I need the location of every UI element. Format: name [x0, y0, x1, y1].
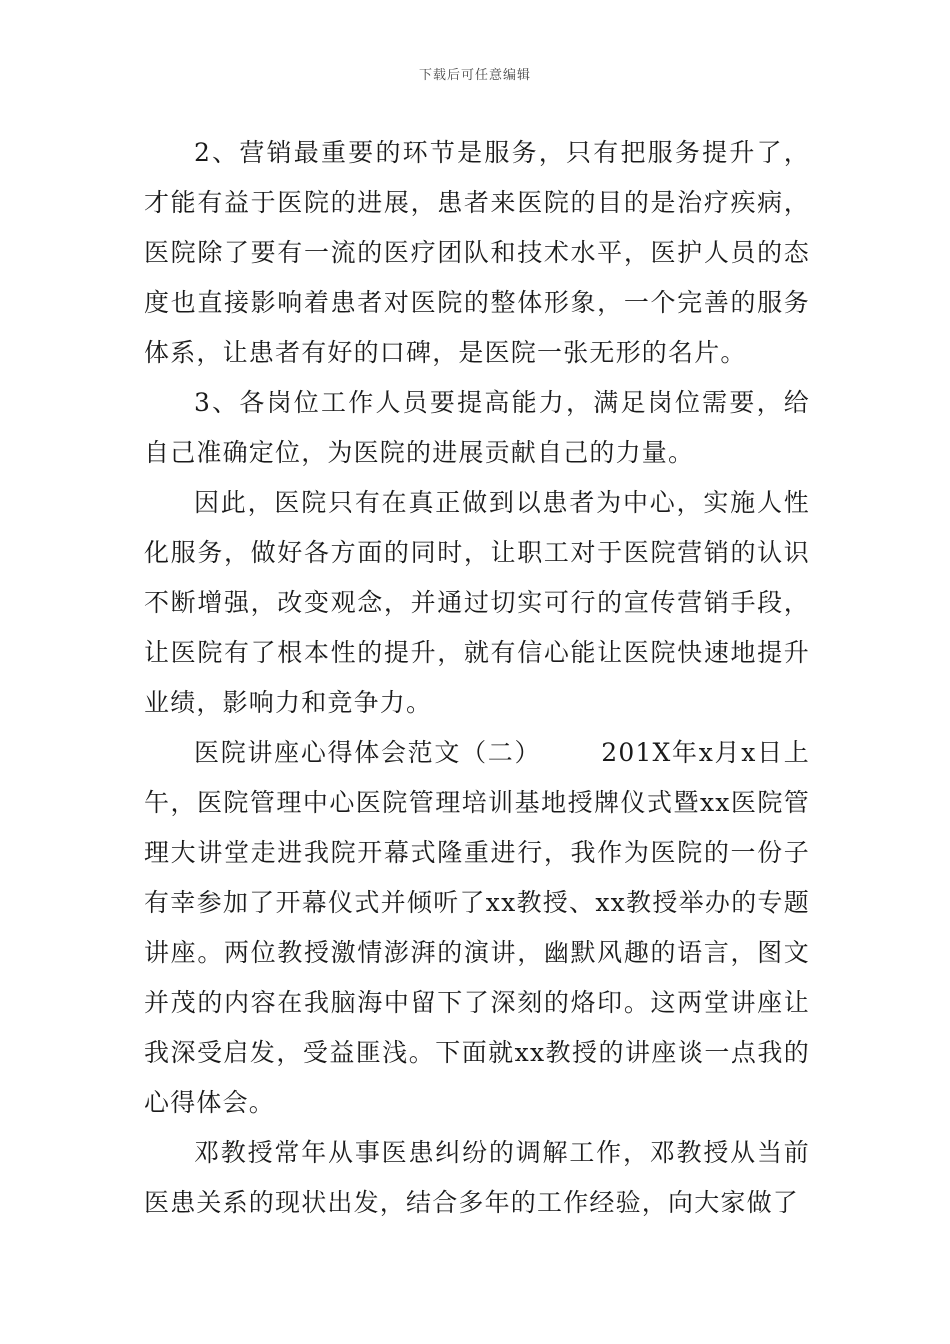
- document-body: [144, 128, 810, 1228]
- paragraph-service: 2、营销最重要的环节是服务，只有把服务提升了，才能有益于医院的进展，患者来医院的目的是治疗疾病，医院除了要有一流的医疗团队和技术水平，医护人员的态度也直接影响着患者对医院的整体形象，一个完善的服务体系，让患者有好的口碑，是医院一张无形的名片。: [144, 138, 810, 367]
- paragraph-staff-ability: 3、各岗位工作人员要提高能力，满足岗位需要，给自己准确定位，为医院的进展贡献自己的力量。: [144, 388, 810, 467]
- paragraph-lecture-section: [144, 728, 810, 1128]
- page-header-note: 下载后可任意编辑: [418, 68, 531, 83]
- paragraph-professor-deng: 邓教授常年从事医患纠纷的调解工作，邓教授从当前医患关系的现状出发，结合多年的工作经验，向大家做了: [144, 1138, 810, 1217]
- section-title: 医院讲座心得体会范文（二）: [194, 738, 542, 767]
- paragraph-conclusion: 因此，医院只有在真正做到以患者为中心，实施人性化服务，做好各方面的同时，让职工对于医院营销的认识不断增强，改变观念，并通过切实可行的宣传营销手段，让医院有了根本性的提升，就有信心能让医院快速地提升业绩，影响力和竞争力。: [144, 488, 810, 717]
- section-body: 201X年x月x日上午，医院管理中心医院管理培训基地授牌仪式暨xx医院管理大讲堂走进我院开幕式隆重进行，我作为医院的一份子有幸参加了开幕仪式并倾听了xx教授、xx教授举办的专题讲座。两位教授激情澎湃的演讲，幽默风趣的语言，图文并茂的内容在我脑海中留下了深刻的烙印。这两堂讲座让我深受启发，受益匪浅。下面就xx教授的讲座谈一点我的心得体会。: [144, 738, 810, 1117]
